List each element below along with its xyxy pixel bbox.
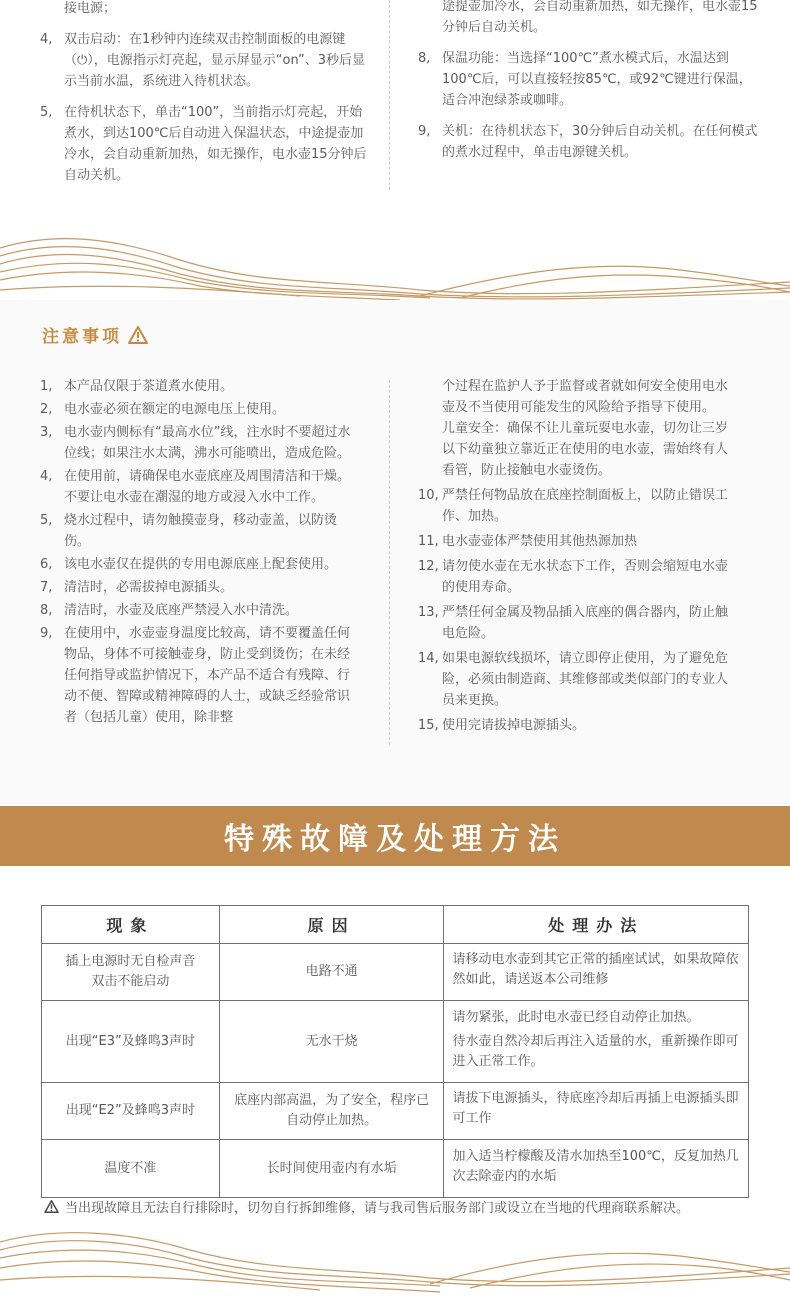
list-item: 6, 该电水壶仅在提供的专用电源底座上配套使用。 <box>40 557 338 572</box>
list-item: 接电源； <box>64 1 117 16</box>
column-header: 现象 <box>42 906 220 944</box>
column-divider <box>389 0 390 190</box>
decorative-wave-bottom <box>0 1222 790 1297</box>
list-item: 4, 在使用前，请确保电水壶底座及周围清洁和干燥。不要让电水壶在潮湿的地方或浸入水中工作。 <box>40 469 351 505</box>
list-item: 8, 清洁时，水壶及底座严禁浸入水中清洗。 <box>40 603 299 618</box>
list-item: 10, 严禁任何物品放在底座控制面板上，以防止错误工作、加热。 <box>418 488 729 524</box>
cause-cell: 电路不通 <box>219 944 444 1001</box>
list-item: 13, 严禁任何金属及物品插入底座的偶合器内，防止触电危险。 <box>418 605 729 641</box>
column-header: 处理办法 <box>444 906 749 944</box>
table-row <box>42 1001 749 1083</box>
list-item: 1, 本产品仅限于茶道煮水使用。 <box>40 379 234 394</box>
symptom-cell: 出现“E3”及蜂鸣3声时 <box>42 1001 220 1083</box>
solution-cell: 请拔下电源插头，待底座冷却后再插上电源插头即可工作 <box>444 1083 749 1140</box>
list-item: 4, 双击启动：在1秒钟内连续双击控制面板的电源键（⏻），电源指示灯亮起，显示屏显示“on”、3秒后显示当前水温，系统进入待机状态。 <box>40 32 366 89</box>
list-item: 2, 电水壶必须在额定的电源电压上使用。 <box>40 402 286 417</box>
operation-right-column <box>418 0 758 173</box>
notes-column-divider <box>389 380 390 745</box>
decorative-wave <box>0 230 790 302</box>
faults-footnote: 当出现故障且无法自行排除时，切勿自行拆卸维修，请与我司售后服务部门或设立在当地的代理商联系解决。 <box>44 1197 689 1216</box>
symptom-cell: 温度不准 <box>42 1140 220 1198</box>
list-item: 儿童安全：确保不让儿童玩耍电水壶，切勿让三岁以下幼童独立靠近正在使用的电水壶，需始终有人看管，防止接触电水壶烫伤。 <box>442 421 729 478</box>
notes-right-column <box>418 376 728 740</box>
faults-table <box>41 905 749 1198</box>
list-item: 5, 在待机状态下，单击“100”，当前指示灯亮起，开始煮水，到达100℃后自动进入保温状态，中途提壶加冷水，会自动重新加热，如无操作，电水壶15分钟后自动关机。 <box>40 105 367 183</box>
list-item: 7, 清洁时，必需拔掉电源插头。 <box>40 580 234 595</box>
list-item: 14, 如果电源软线损坏，请立即停止使用，为了避免危险，必须由制造商、其维修部或类似部门的专业人员来更换。 <box>418 651 729 708</box>
list-item: 3, 电水壶内侧标有“最高水位”线，注水时不要超过水位线；如果注水太满，沸水可能喷出，造成危险。 <box>40 425 351 461</box>
notes-left-column <box>40 376 360 730</box>
cause-cell: 无水干烧 <box>219 1001 444 1083</box>
list-item: 5, 烧水过程中，请勿触摸壶身，移动壶盖，以防烫伤。 <box>40 513 338 549</box>
cause-cell: 长时间使用壶内有水垢 <box>219 1140 444 1198</box>
symptom-cell: 插上电源时无自检声音双击不能启动 <box>42 944 220 1001</box>
solution-cell: 请勿紧张，此时电水壶已经自动停止加热。 待水壶自然冷却后再注入适量的水，重新操作即可进入正常工作。 <box>444 1001 749 1083</box>
list-item: 8, 保温功能：当选择“100℃”煮水模式后，水温达到100℃后，可以直接轻按85℃，或92℃键进行保温，适合冲泡绿茶或咖啡。 <box>418 51 752 108</box>
list-item: 12, 请勿使水壶在无水状态下工作，否则会缩短电水壶的使用寿命。 <box>418 559 729 595</box>
solution-cell: 加入适当柠檬酸及清水加热至100℃，反复加热几次去除壶内的水垢 <box>444 1140 749 1198</box>
list-item: 11, 电水壶壶体严禁使用其他热源加热 <box>418 534 638 549</box>
table-header-row <box>42 906 749 944</box>
column-header: 原因 <box>219 906 444 944</box>
warning-icon <box>128 326 148 344</box>
table-row <box>42 1140 749 1198</box>
operation-section <box>0 0 790 300</box>
solution-cell: 请移动电水壶到其它正常的插座试试，如果故障依然如此，请送返本公司维修 <box>444 944 749 1001</box>
symptom-cell: 出现“E2”及蜂鸣3声时 <box>42 1083 220 1140</box>
warning-icon <box>44 1200 59 1213</box>
table-row <box>42 944 749 1001</box>
faults-title: 特殊故障及处理方法 <box>224 822 566 857</box>
list-item: 9, 在使用中，水壶壶身温度比较高，请不要覆盖任何物品，身体不可接触壶身，防止受到烫伤；在未经任何指导或监护情况下，本产品不适合有残障、行动不便、智障或精神障碍的人士，或缺乏经验常识者（包括儿童）使用，除非整 <box>40 626 351 725</box>
list-item: 9, 关机：在待机状态下，30分钟后自动关机。在任何模式的煮水过程中，单击电源键关机。 <box>418 124 758 160</box>
list-item: 个过程在监护人予于监督或者就如何安全使用电水壶及不当使用可能发生的风险给予指导下使用。 <box>442 379 729 415</box>
table-row <box>42 1083 749 1140</box>
operation-left-column <box>40 0 370 196</box>
list-item: 途提壶加冷水，会自动重新加热，如无操作，电水壶15分钟后自动关机。 <box>442 0 758 35</box>
faults-banner <box>0 806 790 866</box>
notes-title: 注意事项 <box>42 322 148 347</box>
list-item: 15, 使用完请拔掉电源插头。 <box>418 718 586 733</box>
cause-cell: 底座内部高温，为了安全，程序已自动停止加热。 <box>219 1083 444 1140</box>
